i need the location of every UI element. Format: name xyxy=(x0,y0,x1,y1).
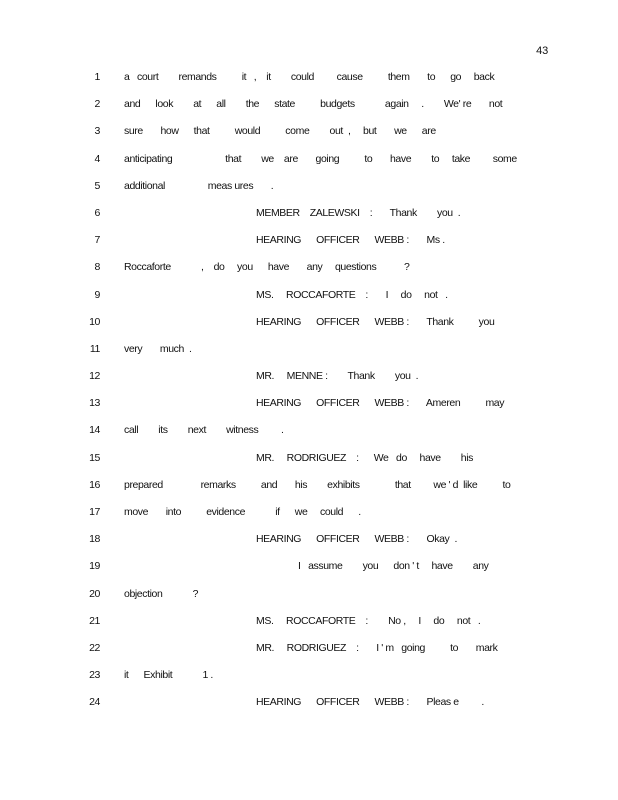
transcript-line xyxy=(0,234,618,261)
transcript-line xyxy=(0,452,618,479)
line-number: 9 xyxy=(94,288,100,301)
transcript-line xyxy=(0,669,618,696)
line-number: 13 xyxy=(89,397,100,410)
line-text: and look at all the state budgets again . We' re not xyxy=(124,98,503,111)
line-text: HEARING OFFICER WEBB : Pleas e . xyxy=(256,696,484,709)
line-text: call its next witness . xyxy=(124,424,284,437)
line-text: HEARING OFFICER WEBB : Thank you xyxy=(256,315,495,328)
transcript-line xyxy=(0,642,618,669)
line-text: MEMBER ZALEWSKI : Thank you . xyxy=(256,206,461,219)
line-number: 3 xyxy=(94,125,100,138)
line-text: MS. ROCCAFORTE : I do not . xyxy=(256,288,448,301)
transcript-line xyxy=(0,479,618,506)
line-text: MR. RODRIGUEZ : I ' m going to mark xyxy=(256,641,498,654)
line-number: 10 xyxy=(89,315,100,328)
line-number: 17 xyxy=(89,506,100,518)
transcript-line xyxy=(0,98,618,125)
transcript-body xyxy=(0,71,618,724)
transcript-line xyxy=(0,125,618,152)
line-number: 2 xyxy=(94,98,100,111)
line-text: sure how that would come out , but we are xyxy=(124,125,436,138)
transcript-line xyxy=(0,289,618,316)
line-number: 1 xyxy=(94,71,100,83)
line-number: 24 xyxy=(89,696,100,709)
line-number: 4 xyxy=(94,152,100,165)
transcript-line xyxy=(0,560,618,587)
transcript-line xyxy=(0,506,618,533)
line-number: 5 xyxy=(94,179,100,192)
line-text: MR. MENNE : Thank you . xyxy=(256,370,419,383)
line-text: MS. ROCCAFORTE : No , I do not . xyxy=(256,614,481,627)
line-text: very much . xyxy=(124,342,192,355)
line-number: 12 xyxy=(89,370,100,383)
transcript-line xyxy=(0,207,618,234)
line-number: 7 xyxy=(94,234,100,247)
line-text: additional meas ures . xyxy=(124,179,274,192)
line-text: MR. RODRIGUEZ : We do have his xyxy=(256,451,474,464)
transcript-line xyxy=(0,615,618,642)
transcript-line xyxy=(0,153,618,180)
line-number: 6 xyxy=(94,206,100,219)
line-number: 22 xyxy=(89,641,100,654)
transcript-line xyxy=(0,397,618,424)
line-text: move into evidence if we could . xyxy=(124,506,361,518)
line-text: I assume you don ' t have any xyxy=(298,560,489,573)
line-number: 14 xyxy=(89,424,100,437)
transcript-line xyxy=(0,588,618,615)
line-text: HEARING OFFICER WEBB : Ms . xyxy=(256,234,445,247)
transcript-line xyxy=(0,261,618,288)
line-number: 11 xyxy=(89,342,100,355)
line-number: 20 xyxy=(89,587,100,600)
transcript-line xyxy=(0,316,618,343)
line-number: 18 xyxy=(89,533,100,546)
transcript-line xyxy=(0,696,618,723)
line-text: it Exhibit 1 . xyxy=(124,669,213,682)
transcript-line xyxy=(0,180,618,207)
page-number: 43 xyxy=(536,45,548,57)
line-text: HEARING OFFICER WEBB : Ameren may xyxy=(256,397,505,410)
line-number: 15 xyxy=(89,451,100,464)
transcript-line xyxy=(0,71,618,98)
transcript-line xyxy=(0,424,618,451)
transcript-line xyxy=(0,370,618,397)
line-text: a court remands it , it could cause them to go back xyxy=(124,71,495,83)
transcript-line xyxy=(0,343,618,370)
line-number: 16 xyxy=(89,478,100,491)
line-number: 23 xyxy=(89,669,100,682)
line-text: objection ? xyxy=(124,587,199,600)
line-text: prepared remarks and his exhibits that we ' d like to xyxy=(124,478,511,491)
line-number: 8 xyxy=(94,261,100,274)
transcript-line xyxy=(0,533,618,560)
line-text: HEARING OFFICER WEBB : Okay . xyxy=(256,533,457,546)
line-number: 21 xyxy=(89,614,100,627)
line-number: 19 xyxy=(89,560,100,573)
line-text: anticipating that we are going to have to take some xyxy=(124,152,517,165)
line-text: Roccaforte , do you have any questions ? xyxy=(124,261,410,274)
